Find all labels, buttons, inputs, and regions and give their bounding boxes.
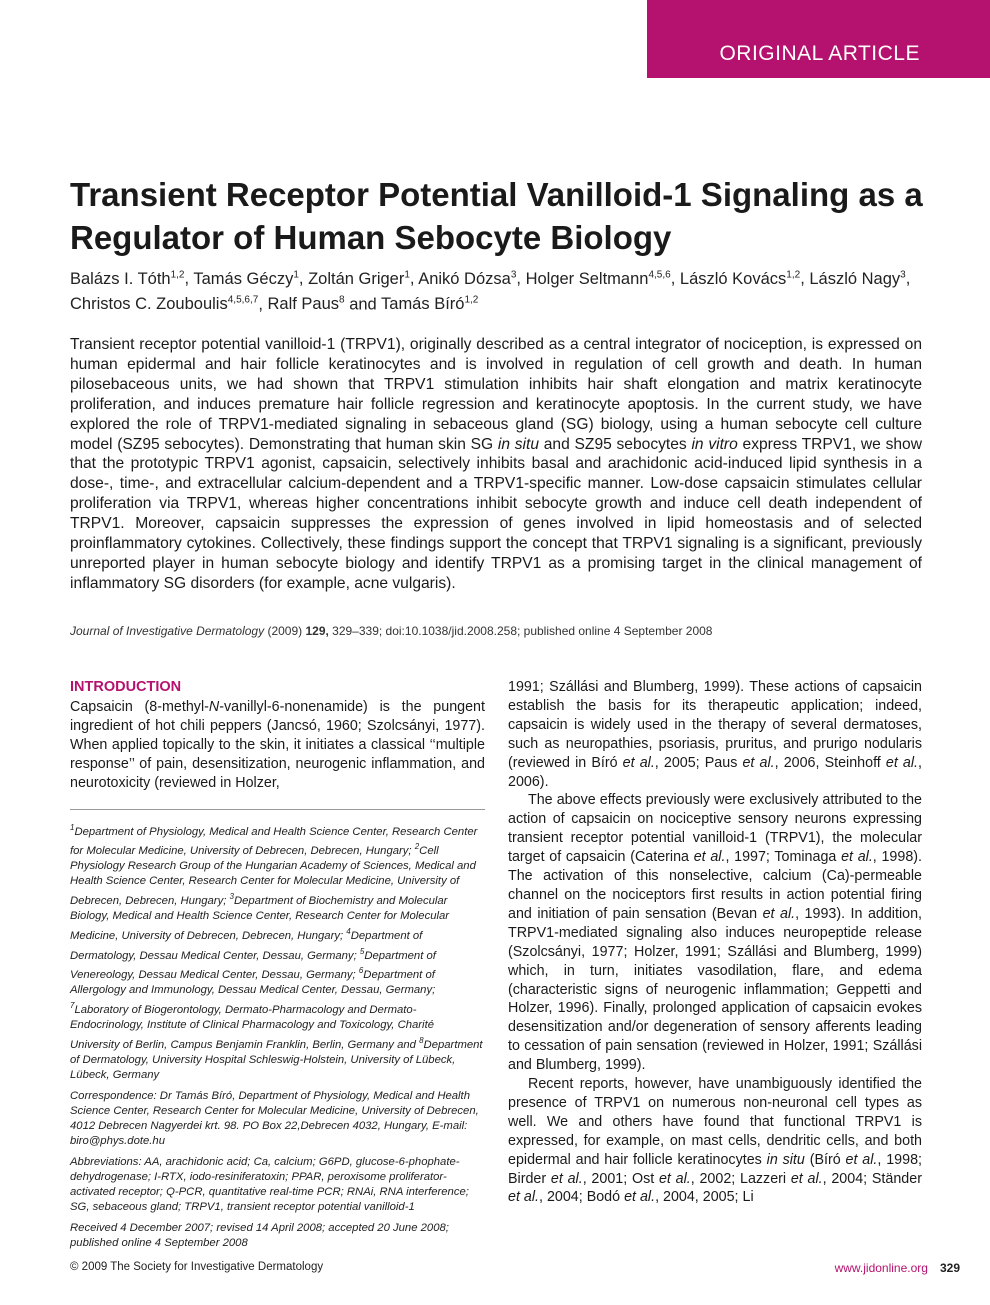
journal-url-link[interactable]: www.jidonline.org xyxy=(834,1261,928,1275)
affiliation-number: 5 xyxy=(359,946,365,956)
author-name: Balázs I. Tóth$^{1,2}$ xyxy=(70,269,185,288)
affiliation-text: Cell Physiology Research Group of the Hungarian Academy of Sciences, Medical and Health Science Center, Research Center for Molecular Medicine, University of Debrecen, Debrecen, Hungary; xyxy=(70,845,476,907)
affiliation-text: Department of Physiology, Medical and Health Science Center, Research Center for Molecular Medicine, University of Debrecen, Debrecen, Hungary; xyxy=(70,825,478,858)
article-type-label: ORIGINAL ARTICLE xyxy=(719,42,920,65)
affiliation-number: 1 xyxy=(70,822,75,832)
intro-paragraph xyxy=(70,698,485,793)
author-name: Anikó Dózsa$^3$ xyxy=(418,269,517,288)
author-affiliation-sup: 3 xyxy=(900,269,906,280)
affiliation-number: 7 xyxy=(70,1001,75,1011)
intro-text-n: N xyxy=(208,699,220,715)
affiliation-text: Laboratory of Biogerontology, Dermato-Pharmacology and Dermato-Endocrinology, Institute of Clinical Pharmacology and Toxicology, Charité University of Berlin, Campus Benjamin Franklin, Berlin, Germany and xyxy=(70,1003,434,1051)
affiliation-number: 8 xyxy=(419,1035,424,1045)
affiliation-text: Department of Venereology, Dessau Medical Center, Dessau, Germany; xyxy=(70,949,436,982)
intro-text-b: -vanillyl-6-nonenamide) is the pungent ingredient of hot chili peppers (Jancsó, 1960; Szolcsányi, 1977). When applied topically to the skin, it initiates a classical ‘‘multiple response’’ of pain, desensitization, neurogenic inflammation, and neurotoxicity (reviewed in Holzer, xyxy=(70,699,485,791)
abstract xyxy=(70,335,922,594)
journal-name: Journal of Investigative Dermatology xyxy=(70,624,265,638)
citation-rest: 329–339; doi:10.1038/jid.2008.258; published online 4 September 2008 xyxy=(328,624,713,638)
section-heading-introduction: INTRODUCTION xyxy=(70,679,182,695)
affiliations xyxy=(70,820,485,1083)
right-column xyxy=(508,678,922,1207)
author-affiliation-sup: 8 xyxy=(339,294,345,306)
author-name: Zoltán Griger$^1$ xyxy=(308,269,410,288)
affiliation-number: 3 xyxy=(229,892,234,902)
intro-text-a: Capsaicin (8-methyl- xyxy=(70,699,209,715)
author-affiliation-sup: 4,5,6 xyxy=(648,269,671,280)
abbreviations: Abbreviations: AA, arachidonic acid; Ca, calcium; G6PD, glucose-6-phophate-dehydrogenase; I-RTX, iodo-resiniferatoxin; PPAR, peroxisome proliferator-activated receptor; Q-PCR, quantitative real-time PCR; RNAi, RNA interference; SG, sebaceous gland; TRPV1, transient receptor potential vanilloid-1 xyxy=(70,1155,469,1213)
author-affiliation-sup: 1 xyxy=(404,269,410,280)
affiliation-text: Department of Dermatology, Dessau Medical Center, Dessau, Germany; xyxy=(70,929,423,962)
page-number: 329 xyxy=(939,1261,960,1275)
author-affiliation-sup: 1,2 xyxy=(170,269,185,280)
abstract-italic-1: in situ xyxy=(497,435,540,453)
affiliation-text: Department of Allergology and Immunology, Dessau Medical Center, Dessau, Germany; xyxy=(70,969,436,997)
article-title: Transient Receptor Potential Vanilloid-1 Signaling as a Regulator of Human Sebocyte Biology xyxy=(70,176,923,256)
footer-right xyxy=(835,1261,960,1275)
author-name: Tamás Géczy$^1$ xyxy=(193,269,299,288)
author-name: László Kovács$^{1,2}$ xyxy=(679,269,801,288)
footer-copyright: © 2009 The Society for Investigative Dermatology xyxy=(70,1261,324,1273)
affiliation-number: 2 xyxy=(414,842,420,852)
right-paragraph-3: Recent reports, however, have unambiguously identified the presence of TRPV1 on numerous non-neuronal cell types as well. We and others have found that functional TRPV1 is expressed, for example, on mast cells, dendritic cells, and both epidermal and hair follicle keratinocytes in situ (Bíró et al., 1998; Birder et al., 2001; Ost et al., 2002; Lazzeri et al., 2004; Ständer et al., 2004; Bodó et al., 2004, 2005; Li xyxy=(508,1076,922,1206)
author-name: Tamás Bíró$^{1,2}$ xyxy=(381,294,479,313)
author-name: Ralf Paus$^8$ xyxy=(267,294,345,313)
footnote-divider xyxy=(70,809,485,810)
affiliation-number: 6 xyxy=(358,966,364,976)
abstract-text-1: Transient receptor potential vanilloid-1 (TRPV1), originally described as a central integrator of nociception, is expressed on human epidermal and hair follicle keratinocytes and is involved in regulation of cell growth and death. In human pilosebaceous units, we had shown that TRPV1 stimulation inhibits hair shaft elongation and matrix keratinocyte proliferation, and induces premature hair follicle regression and keratinocyte apoptosis. In the current study, we have explored the role of TRPV1-mediated signaling in sebaceous gland (SG) biology, using a human sebocyte cell culture model (SZ95 sebocytes). Demonstrating that human skin SG xyxy=(70,336,922,453)
author-name: László Nagy$^3$ xyxy=(809,269,906,288)
abstract-text-2: and SZ95 sebocytes xyxy=(539,435,692,453)
correspondence: Correspondence: Dr Tamás Bíró, Department of Physiology, Medical and Health Science Center, Research Center for Molecular Medicine, University of Debrecen, 4012 Debrecen Nagyerdei krt. 98. PO Box 22,Debrecen 4032, Hungary, E-mail: biro@phys.dote.hu xyxy=(70,1089,479,1147)
author-name: Christos C. Zouboulis$^{4,5,6,7}$ xyxy=(70,294,259,313)
article-type-banner xyxy=(647,0,990,78)
left-column xyxy=(70,678,485,1257)
right-paragraph-2: The above effects previously were exclusively attributed to the action of capsaicin on nociceptive sensory neurons expressing transient receptor potential vanilloid-1 (TRPV1), the molecular target of capsaicin (Caterina et al., 1997; Tominaga et al., 1998). The activation of this nonselective, calcium (Ca)-permeable channel on the nociceptors first results in action potential firing and initiation of pain sensation (Bevan et al., 1993). In addition, TRPV1-mediated signaling also induces neuropeptide release (Szolcsányi, 1977; Holzer, 1991; Szállási and Blumberg, 1999) which, in turn, initiates vasodilation, flare, and edema (characteristic signs of neurogenic inflammation; Geppetti and Holzer, 1996). Finally, prolonged application of capsaicin evokes desensitization and/or degeneration of sensory afferents leading to cessation of pain sensation (reviewed in Holzer, 1991; Szállási and Blumberg, 1999). xyxy=(508,792,923,1074)
citation xyxy=(70,624,930,638)
author-affiliation-sup: 1 xyxy=(293,269,299,280)
author-affiliation-sup: 1,2 xyxy=(786,269,801,280)
author-affiliation-sup: 1,2 xyxy=(464,294,479,306)
author-list: Balázs I. Tóth$^{1,2}$, Tamás Géczy$^1$, Zoltán Griger$^1$, Anikó Dózsa$^3$, Holger Seltmann$^{4,5,6}$, László Kovács$^{1,2}$, László Nagy$^3$, Christos C. Zouboulis$^{4,5,6,7}$, Ralf Paus$^8$ and Tamás Bíró$^{1,2}$ xyxy=(70,269,911,313)
affiliation-text: Department of Dermatology, University Hospital Schleswig-Holstein, University of Lübeck, Lübeck, Germany xyxy=(70,1038,483,1081)
author-affiliation-sup: 3 xyxy=(510,269,517,280)
citation-volume: 129, xyxy=(305,624,329,638)
abstract-text-3: express TRPV1, we show that the prototypic TRPV1 agonist, capsaicin, selectively inhibits basal and arachidonic acid-induced lipid synthesis in a dose-, time-, and extracellular calcium-dependent and a TRPV1-specific manner. Low-dose capsaicin stimulates cellular proliferation via TRPV1, whereas higher concentrations inhibit sebocyte growth and induce cell death independent of TRPV1. Moreover, capsaicin suppresses the expression of genes involved in lipid homeostasis and of selected proinflammatory cytokines. Collectively, these findings support the concept that TRPV1 signaling is a significant, previously unreported player in human sebocyte biology and identify TRPV1 as a promising target in the clinical management of inflammatory SG disorders (for example, acne vulgaris). xyxy=(70,435,922,592)
abstract-italic-2: in vitro xyxy=(691,435,738,453)
affiliation-number: 4 xyxy=(346,926,351,936)
author-name: Holger Seltmann$^{4,5,6}$ xyxy=(525,269,671,288)
affiliation-text: Department of Biochemistry and Molecular Biology, Medical and Health Science Center, Research Center for Molecular Medicine, University of Debrecen, Debrecen, Hungary; xyxy=(70,894,450,942)
received-dates: Received 4 December 2007; revised 14 April 2008; accepted 20 June 2008; published online 4 September 2008 xyxy=(70,1221,449,1249)
citation-year: (2009) xyxy=(264,624,306,638)
right-paragraph-1: 1991; Szállási and Blumberg, 1999). These actions of capsaicin establish the basis for its therapeutic application; indeed, capsaicin is widely used in the therapy of several dermatoses, such as neuropathies, psoriasis, pruritus, and prurigo nodularis (reviewed in Bíró et al., 2005; Paus et al., 2006, Steinhoff et al., 2006). xyxy=(508,679,922,790)
author-affiliation-sup: 4,5,6,7 xyxy=(227,294,259,306)
